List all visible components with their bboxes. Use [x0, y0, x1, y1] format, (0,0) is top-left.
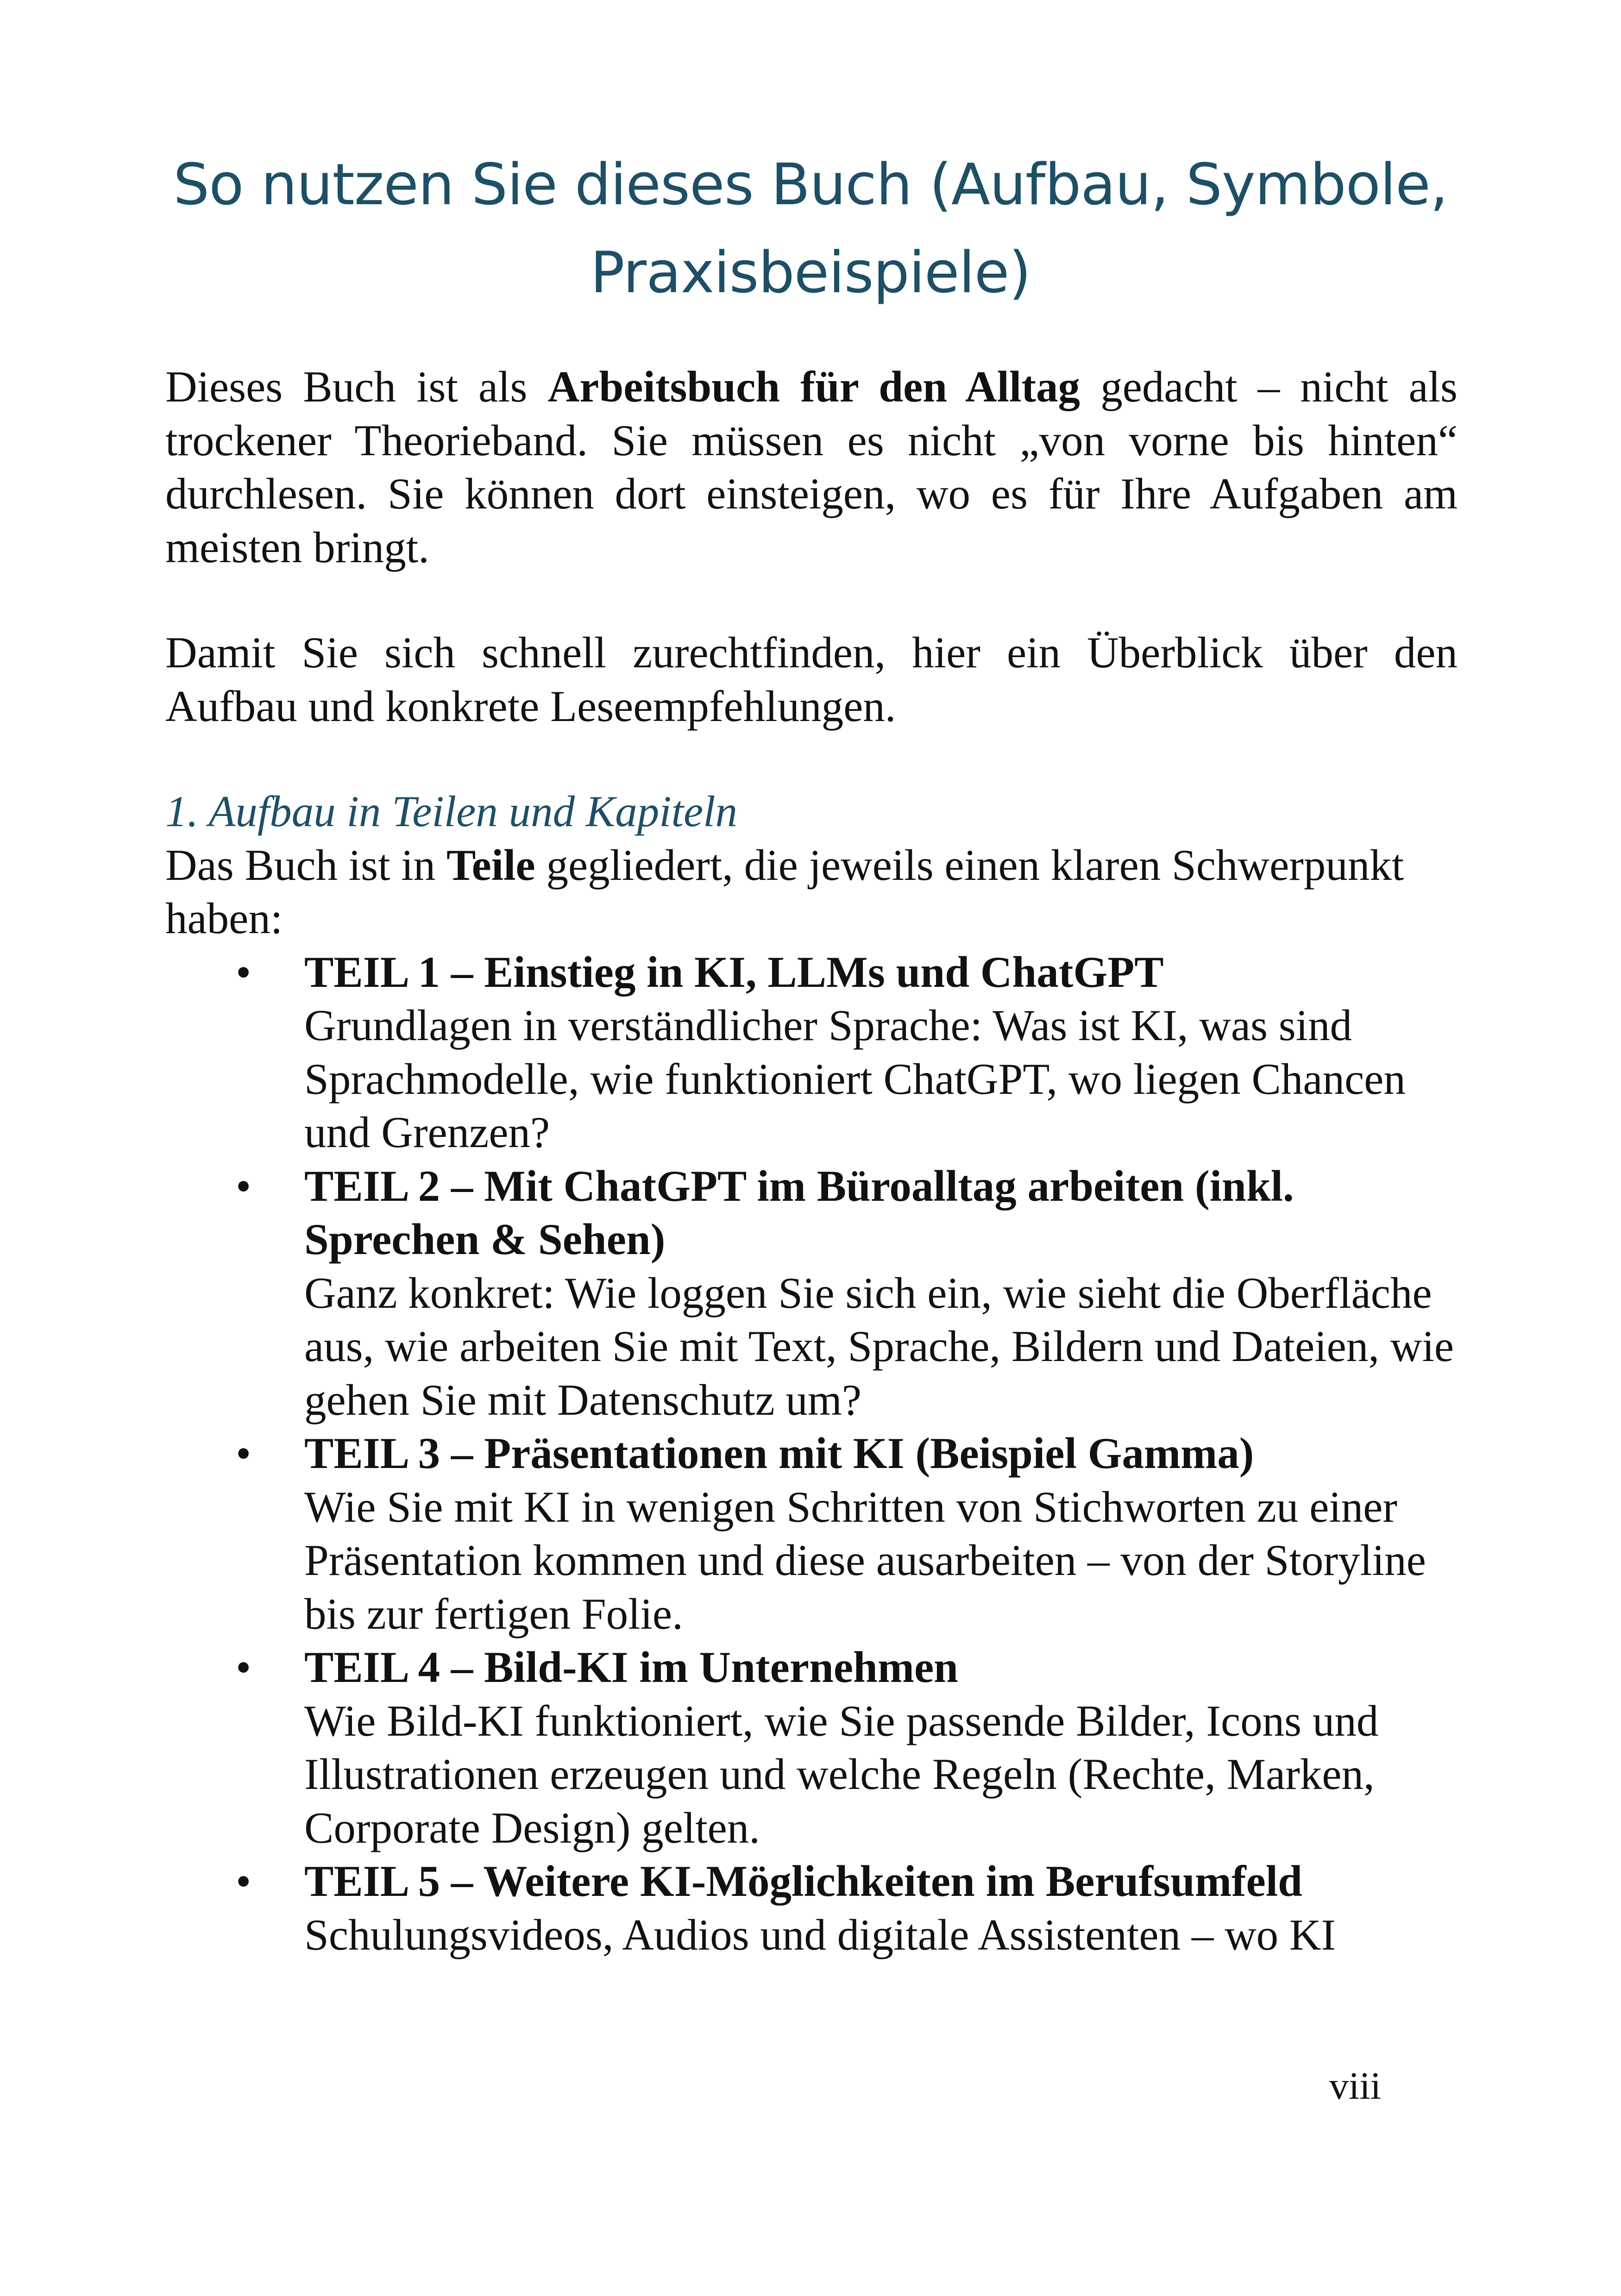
intro-paragraph-1 — [165, 360, 1458, 574]
part-title: TEIL 4 – Bild-KI im Unternehmen — [304, 1643, 958, 1692]
section-intro-emphasis: Teile — [446, 840, 535, 890]
part-description: Wie Bild-KI funktioniert, wie Sie passende Bilder, Icons und Illustrationen erzeugen und welche Regeln (Rechte, Marken, Corporate Design) gelten. — [304, 1696, 1379, 1852]
section-intro — [165, 839, 1458, 946]
part-description: Grundlagen in verständlicher Sprache: Was ist KI, was sind Sprachmodelle, wie funktioniert ChatGPT, wo liegen Chancen und Grenzen? — [304, 1001, 1406, 1157]
paragraph-1-emphasis: Arbeitsbuch für den Alltag — [547, 362, 1081, 411]
bullet-icon: • — [236, 1161, 251, 1211]
list-item — [236, 1427, 1458, 1641]
intro-paragraph-2: Damit Sie sich schnell zurechtfinden, hier ein Überblick über den Aufbau und konkrete Leseempfehlungen. — [165, 628, 1458, 731]
part-title: TEIL 5 – Weitere KI-Möglichkeiten im Berufsumfeld — [304, 1857, 1302, 1906]
list-item — [236, 1641, 1458, 1855]
bullet-icon: • — [236, 1857, 251, 1906]
list-item — [236, 1160, 1458, 1427]
paragraph-1-text-end: gedacht – nicht als trockener Theorieband. Sie müssen es nicht „von vorne bis hinten“ durchlesen. Sie können dort einsteigen, wo es für Ihre Aufgaben am meisten bringt. — [165, 362, 1458, 572]
part-description: Wie Sie mit KI in wenigen Schritten von Stichworten zu einer Präsentation kommen und diese ausarbeiten – von der Storyline bis zur fertigen Folie. — [304, 1482, 1426, 1638]
bullet-icon: • — [236, 1643, 251, 1692]
part-title: TEIL 1 – Einstieg in KI, LLMs und ChatGPT — [304, 947, 1164, 997]
part-description: Ganz konkret: Wie loggen Sie sich ein, wie sieht die Oberfläche aus, wie arbeiten Sie mit Text, Sprache, Bildern und Dateien, wie gehen Sie mit Datenschutz um? — [304, 1268, 1454, 1424]
page-title-line-1: So nutzen Sie dieses Buch (Aufbau, Symbole, — [173, 152, 1448, 218]
list-item — [236, 1855, 1458, 1962]
body-content — [165, 360, 1458, 1962]
list-item — [236, 946, 1458, 1160]
paragraph-1-text-start: Dieses Buch ist als — [165, 362, 548, 411]
part-title: TEIL 2 – Mit ChatGPT im Büroalltag arbeiten (inkl. Sprechen & Sehen) — [304, 1161, 1294, 1264]
section-intro-start: Das Buch ist in — [165, 840, 446, 890]
section-heading-structure: 1. Aufbau in Teilen und Kapiteln — [165, 787, 738, 836]
page-title — [139, 141, 1482, 317]
bullet-icon: • — [236, 947, 251, 997]
page-number: viii — [1329, 2064, 1382, 2108]
bullet-icon: • — [236, 1429, 251, 1478]
section-intro-end: gegliedert, die jeweils einen klaren Schwerpunkt haben: — [165, 840, 1404, 943]
part-description: Schulungsvideos, Audios und digitale Assistenten – wo KI — [304, 1910, 1336, 1959]
part-title: TEIL 3 – Präsentationen mit KI (Beispiel Gamma) — [304, 1429, 1254, 1478]
parts-list — [165, 946, 1458, 1962]
page-title-line-2: Praxisbeispiele) — [590, 240, 1031, 306]
